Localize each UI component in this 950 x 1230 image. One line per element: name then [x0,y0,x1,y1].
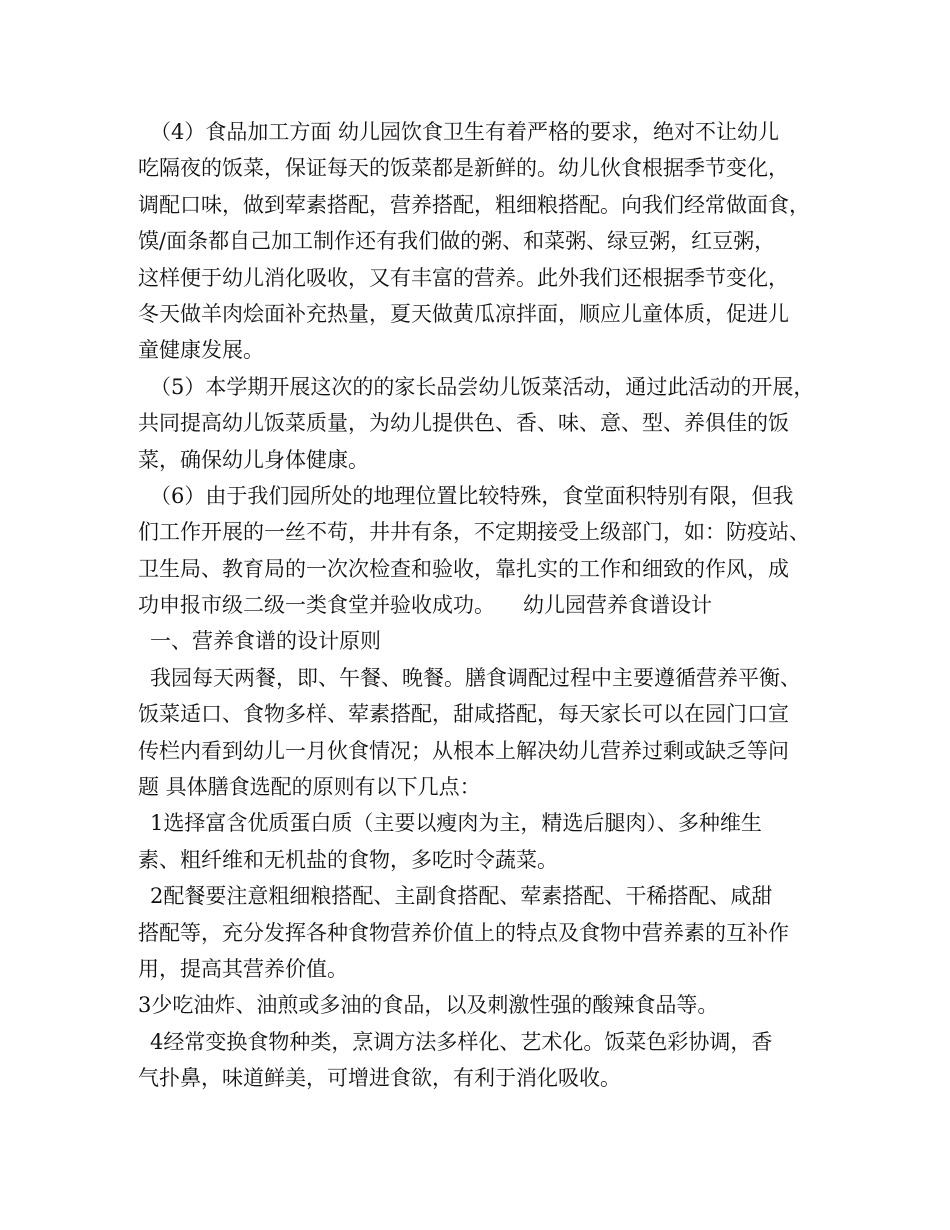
principle-2-line-3: 用，提高其营养价值。 [138,956,348,981]
principle-4-line-1: 4经常变换食物种类，烹调方法多样化、艺术化。饭菜色彩协调，香 [150,1029,773,1054]
principle-4-line-2: 气扑鼻，味道鲜美，可增进食欲，有利于消化吸收。 [138,1066,621,1091]
paragraph-6-line-4-text: 功申报市级二级一类食堂并验收成功。 [138,593,495,618]
paragraph-6-line-4 [138,587,828,623]
paragraph-6-line-1: （6）由于我们园所处的地理位置比较特殊，食堂面积特别有限，但我 [150,483,794,508]
intro-line-1: 我园每天两餐，即、午餐、晚餐。膳食调配过程中主要遵循营养平衡、 [150,665,801,690]
intro-line-2: 饭菜适口、食物多样、荤素搭配，甜咸搭配，每天家长可以在园门口宣 [138,702,789,727]
paragraph-4-line-5: 这样便于幼儿消化吸收，又有丰富的营养。此外我们还根据季节变化， [138,265,789,290]
paragraph-4-line-4: 馍/面条都自己加工制作还有我们做的粥、和菜粥、绿豆粥，红豆粥， [138,229,776,254]
paragraph-4-line-7: 童健康发展。 [138,338,264,363]
principle-1-line-2: 素、粗纤维和无机盐的食物，多吃时令蔬菜。 [138,847,558,872]
section-title: 幼儿园营养食谱设计 [523,593,712,618]
intro-line-4: 题 具体膳食选配的原则有以下几点： [138,775,481,800]
document-body [138,114,828,1097]
paragraph-6-line-2: 们工作开展的一丝不苟，井井有条，不定期接受上级部门，如：防疫站、 [138,520,810,545]
principle-1-line-1: 1选择富含优质蛋白质（主要以瘦肉为主，精选后腿肉）、多种维生 [150,811,762,836]
paragraph-4-line-1: （4）食品加工方面 幼儿园饮食卫生有着严格的要求，绝对不让幼儿 [150,120,780,144]
intro-line-3: 传栏内看到幼儿一月伙食情况；从根本上解决幼儿营养过剩或缺乏等问 [138,738,789,763]
principle-3-line-1: 3少吃油炸、油煎或多油的食品，以及刺激性强的酸辣食品等。 [138,993,719,1018]
paragraph-4-line-6: 冬天做羊肉烩面补充热量，夏天做黄瓜凉拌面，顺应儿童体质，促进儿 [138,301,789,326]
paragraph-5-line-2: 共同提高幼儿饭菜质量，为幼儿提供色、香、味、意、型、养俱佳的饭 [138,411,789,436]
paragraph-4-line-3: 调配口味，做到荤素搭配，营养搭配，粗细粮搭配。向我们经常做面食， [138,192,810,217]
paragraph-5-line-1: （5）本学期开展这次的的家长品尝幼儿饭菜活动，通过此活动的开展， [150,374,815,399]
paragraph-5-line-3: 菜，确保幼儿身体健康。 [138,447,369,472]
paragraph-4-line-2: 吃隔夜的饭菜，保证每天的饭菜都是新鲜的。幼儿伙食根据季节变化， [138,156,789,181]
principle-2-line-1: 2配餐要注意粗细粮搭配、主副食搭配、荤素搭配、干稀搭配、咸甜 [150,884,773,909]
section-heading-1: 一、营养食谱的设计原则 [150,629,381,654]
paragraph-6-line-3: 卫生局、教育局的一次次检查和验收，靠扎实的工作和细致的作风，成 [138,556,789,581]
principle-2-line-2: 搭配等，充分发挥各种食物营养价值上的特点及食物中营养素的互补作 [138,920,789,945]
